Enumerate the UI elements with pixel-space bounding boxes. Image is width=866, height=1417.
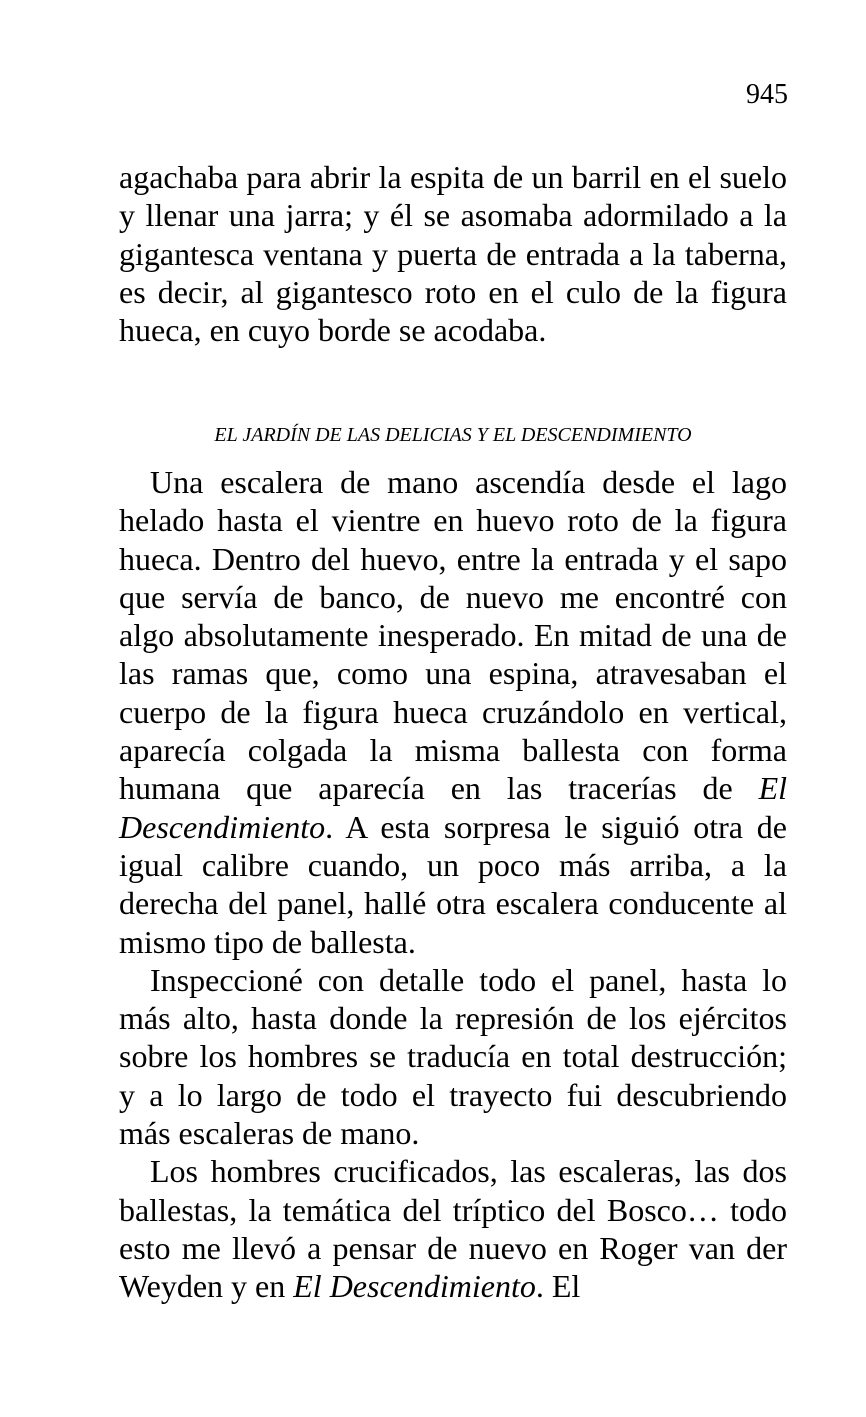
paragraph-2: Inspeccioné con detalle todo el panel, hasta lo más alto, hasta donde la represión de los ejércitos sobre los hombres se traducía en total destrucción; y a lo largo de todo el trayecto fui descubriendo más escaleras de mano.: [119, 961, 787, 1152]
continuation-paragraph: [119, 158, 787, 349]
paragraph-3-text-a: Los hombres crucificados, las escaleras, las dos ballestas, la temática del tríptico del Bosco… todo esto me llevó a pensar de nuevo en Roger van der Weyden y en: [119, 1153, 787, 1305]
section-heading: EL JARDÍN DE LAS DELICIAS Y EL DESCENDIMIENTO: [214, 424, 692, 446]
continuation-text: agachaba para abrir la espita de un barril en el suelo y llenar una jarra; y él se asomaba adormilado a la gigantesca ventana y puerta de entrada a la taberna, es decir, al gigantesco roto en el culo de la figura hueca, en cuyo borde se acodaba.: [119, 159, 787, 349]
paragraph-3-text-b: . El: [535, 1268, 581, 1305]
paragraph-1-italic-title: El Descendimiento: [119, 770, 787, 845]
paragraph-1-text-a: Una escalera de mano ascendía desde el lago helado hasta el vientre en huevo roto de la figura hueca. Dentro del huevo, entre la entrada y el sapo que servía de banco, de nuevo me encontré con algo absolutamente inesperado. En mitad de una de las ramas que, como una espina, atravesaban el cuerpo de la figura hueca cruzándolo en vertical, aparecía colgada la misma ballesta con forma humana que aparecía en las tracerías de: [119, 464, 787, 807]
paragraph-1: [119, 463, 787, 961]
section-body: [119, 463, 787, 1306]
paragraph-3-italic-title: El Descendimiento: [293, 1268, 536, 1305]
page-number: 945: [746, 79, 788, 110]
paragraph-3: [119, 1152, 787, 1305]
paragraph-1-text-b: . A esta sorpresa le siguió otra de igual calibre cuando, un poco más arriba, a la derecha del panel, hallé otra escalera conducente al mismo tipo de ballesta.: [119, 808, 787, 960]
